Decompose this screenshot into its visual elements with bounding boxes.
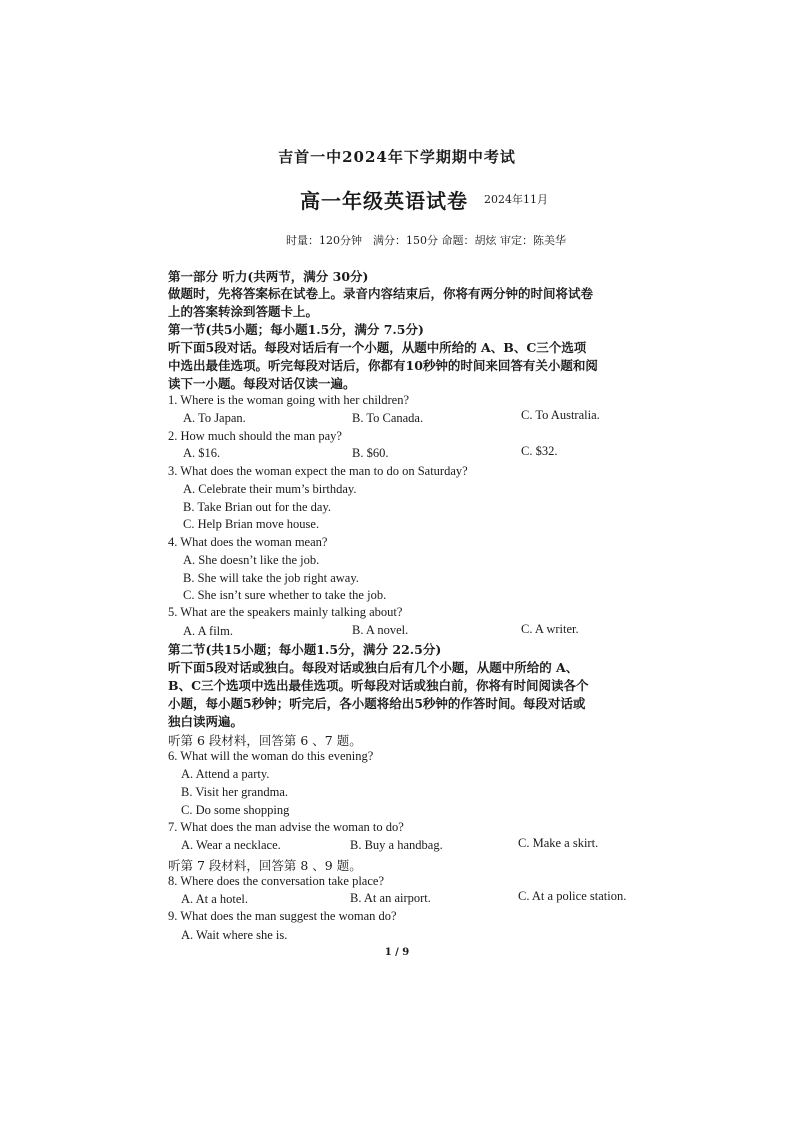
page-number: 1 / 9 xyxy=(384,947,410,958)
option: C. A writer. xyxy=(521,622,579,636)
exam-meta: 时量：120分钟 满分：150分 命题：胡炫 审定：陈美华 xyxy=(286,234,566,247)
option: A. Attend a party. xyxy=(181,767,270,781)
option: A. At a hotel. xyxy=(181,892,249,906)
material-7-instruction: 听第 7 段材料，回答第 8 、9 题。 xyxy=(168,858,362,873)
option: C. To Australia. xyxy=(521,408,600,422)
option: A. A film. xyxy=(183,624,234,638)
option: B. Take Brian out for the day. xyxy=(183,500,332,514)
school-title: 吉首一中2024年下学期期中考试 xyxy=(278,148,516,166)
question-2: 2. How much should the man pay? xyxy=(168,429,342,443)
option: B. At an airport. xyxy=(350,891,431,905)
option: A. Wear a necklace. xyxy=(181,838,281,852)
section1-intro-line: 中选出最佳选项。听完每段对话后，你都有10秒钟的时间来回答有关小题和阅 xyxy=(168,358,598,373)
exam-date: 2024年11月 xyxy=(484,193,548,206)
option: B. Buy a handbag. xyxy=(350,838,443,852)
section2-intro-line: 小题，每小题5秒钟；听完后，各小题将给出5秒钟的作答时间。每段对话或 xyxy=(168,696,586,711)
section1-heading: 第一节(共5小题；每小题1.5分，满分 7.5分) xyxy=(168,322,424,337)
part1-intro-line: 上的答案转涂到答题卡上。 xyxy=(168,304,319,319)
option: A. To Japan. xyxy=(183,411,246,425)
option: C. $32. xyxy=(521,444,558,458)
question-3: 3. What does the woman expect the man to do on Saturday? xyxy=(168,464,468,478)
option: A. Celebrate their mum’s birthday. xyxy=(183,482,357,496)
section1-intro-line: 读下一小题。每段对话仅读一遍。 xyxy=(168,376,356,391)
option: C. Do some shopping xyxy=(181,803,290,817)
section1-intro-line: 听下面5段对话。每段对话后有一个小题，从题中所给的 A、B、C三个选项 xyxy=(168,340,587,355)
section2-heading: 第二节(共15小题；每小题1.5分，满分 22.5分) xyxy=(168,642,442,657)
option: C. Make a skirt. xyxy=(518,836,599,850)
option: B. A novel. xyxy=(352,623,409,637)
question-8: 8. Where does the conversation take place? xyxy=(168,874,384,888)
option: A. Wait where she is. xyxy=(181,928,288,942)
question-9: 9. What does the man suggest the woman do? xyxy=(168,909,397,923)
option: A. $16. xyxy=(183,446,221,460)
part1-heading: 第一部分 听力(共两节，满分 30分) xyxy=(168,269,369,284)
exam-title: 高一年级英语试卷 xyxy=(300,189,468,213)
material-6-instruction: 听第 6 段材料，回答第 6 、7 题。 xyxy=(168,733,362,748)
option: C. At a police station. xyxy=(518,889,627,903)
option: B. Visit her grandma. xyxy=(181,785,288,799)
section2-intro-line: 独白读两遍。 xyxy=(168,714,244,729)
question-6: 6. What will the woman do this evening? xyxy=(168,749,374,763)
question-5: 5. What are the speakers mainly talking about? xyxy=(168,605,403,619)
option: C. Help Brian move house. xyxy=(183,517,320,531)
option: B. $60. xyxy=(352,446,389,460)
option: C. She isn’t sure whether to take the job. xyxy=(183,588,387,602)
option: B. She will take the job right away. xyxy=(183,571,359,585)
section2-intro-line: B、C三个选项中选出最佳选项。听每段对话或独白前，你将有时间阅读各个 xyxy=(168,678,589,693)
section2-intro-line: 听下面5段对话或独白。每段对话或独白后有几个小题，从题中所给的 A、 xyxy=(168,660,579,675)
option: A. She doesn’t like the job. xyxy=(183,553,320,567)
question-4: 4. What does the woman mean? xyxy=(168,535,328,549)
question-7: 7. What does the man advise the woman to do? xyxy=(168,820,404,834)
option: B. To Canada. xyxy=(352,411,424,425)
part1-intro-line: 做题时，先将答案标在试卷上。录音内容结束后，你将有两分钟的时间将试卷 xyxy=(168,286,594,301)
question-1: 1. Where is the woman going with her children? xyxy=(168,393,410,407)
